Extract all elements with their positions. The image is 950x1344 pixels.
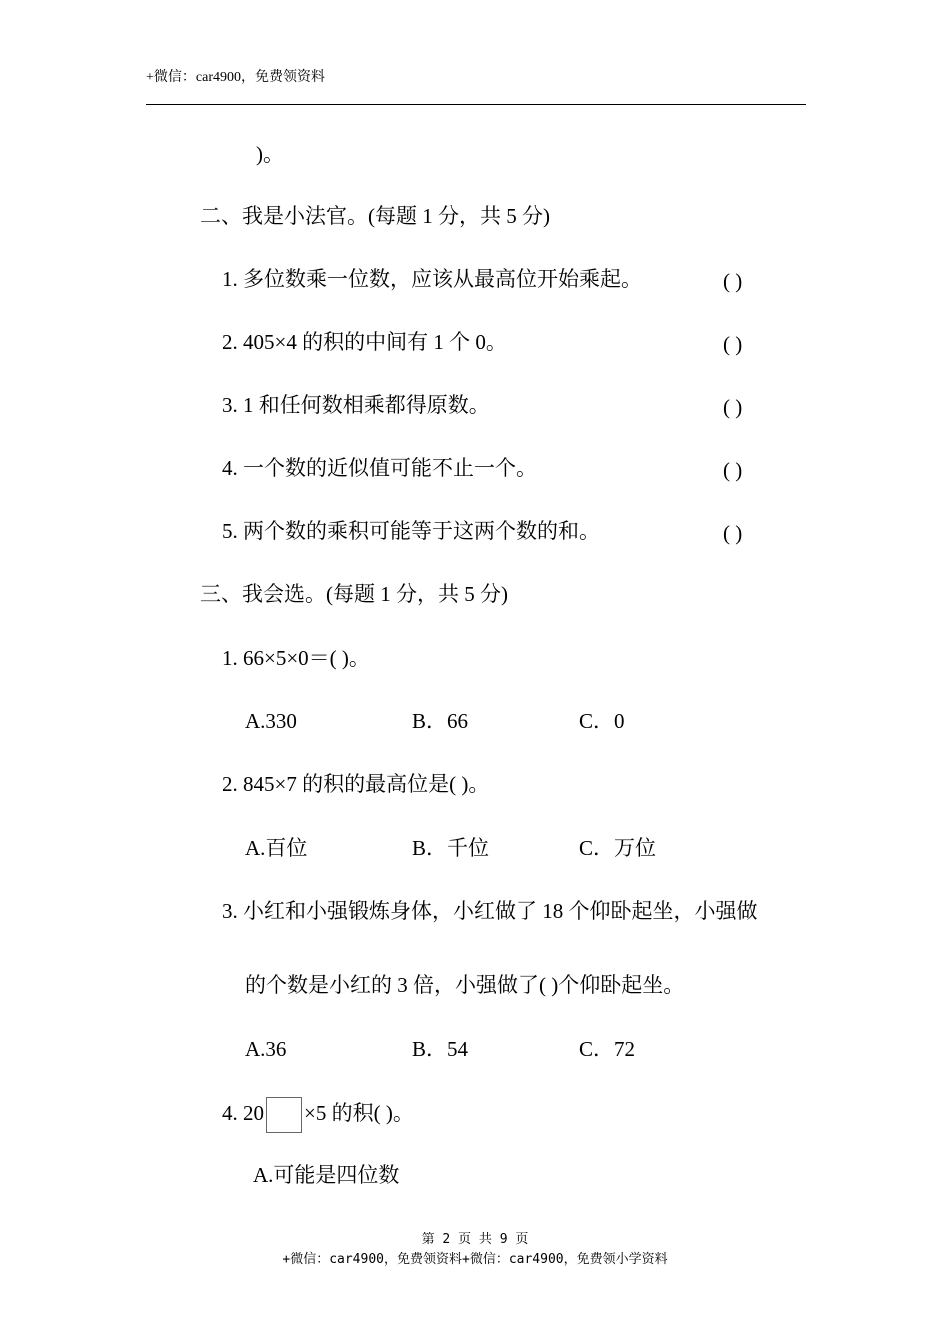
judge-answer-5[interactable]: ( )	[723, 521, 743, 545]
judge-item-4: 4. 一个数的近似值可能不止一个。	[222, 456, 537, 480]
choice-q2-option-a[interactable]: A.百位	[245, 836, 308, 860]
page-number: 第 2 页 共 9 页	[421, 1232, 529, 1247]
digit-blank-box	[266, 1097, 302, 1133]
section-2-title: 二、我是小法官。(每题 1 分，共 5 分)	[200, 204, 550, 228]
judge-answer-3[interactable]: ( )	[723, 395, 743, 419]
choice-q3-option-c[interactable]: C．72	[579, 1037, 636, 1061]
choice-q3-stem-line1: 3. 小红和小强锻炼身体，小红做了 18 个仰卧起坐，小强做	[222, 899, 758, 923]
choice-q1-option-c[interactable]: C．0	[579, 709, 625, 733]
choice-q1-option-a[interactable]: A.330	[245, 709, 297, 733]
judge-answer-1[interactable]: ( )	[723, 269, 743, 293]
section-3-title: 三、我会选。(每题 1 分，共 5 分)	[200, 582, 508, 606]
choice-q1-option-b[interactable]: B．66	[412, 709, 469, 733]
choice-q3-option-b[interactable]: B．54	[412, 1037, 469, 1061]
footer-watermark: +微信：car4900，免费领资料+微信：car4900，免费领小学资料	[282, 1252, 668, 1267]
header-watermark: +微信：car4900，免费领资料	[146, 70, 325, 85]
judge-item-3: 3. 1 和任何数相乘都得原数。	[222, 393, 490, 417]
choice-q2-option-c[interactable]: C．万位	[579, 836, 657, 860]
previous-question-end: )。	[256, 142, 284, 166]
choice-q2-option-b[interactable]: B．千位	[412, 836, 490, 860]
judge-item-2: 2. 405×4 的积的中间有 1 个 0。	[222, 330, 507, 354]
choice-q2-stem: 2. 845×7 的积的最高位是( )。	[222, 772, 490, 796]
judge-item-5: 5. 两个数的乘积可能等于这两个数的和。	[222, 519, 600, 543]
judge-item-1: 1. 多位数乘一位数，应该从最高位开始乘起。	[222, 267, 642, 291]
header-divider	[146, 104, 806, 105]
choice-q3-option-a[interactable]: A.36	[245, 1037, 287, 1061]
judge-answer-2[interactable]: ( )	[723, 332, 743, 356]
choice-q4-suffix: ×5 的积( )。	[304, 1100, 414, 1125]
choice-q1-stem: 1. 66×5×0＝( )。	[222, 646, 370, 670]
choice-q4-option-a[interactable]: A.可能是四位数	[253, 1163, 400, 1187]
judge-answer-4[interactable]: ( )	[723, 458, 743, 482]
choice-q4-prefix: 4. 20	[222, 1100, 264, 1125]
choice-q3-stem-line2: 的个数是小红的 3 倍，小强做了( )个仰卧起坐。	[245, 973, 685, 997]
choice-q4-stem	[222, 1097, 414, 1133]
